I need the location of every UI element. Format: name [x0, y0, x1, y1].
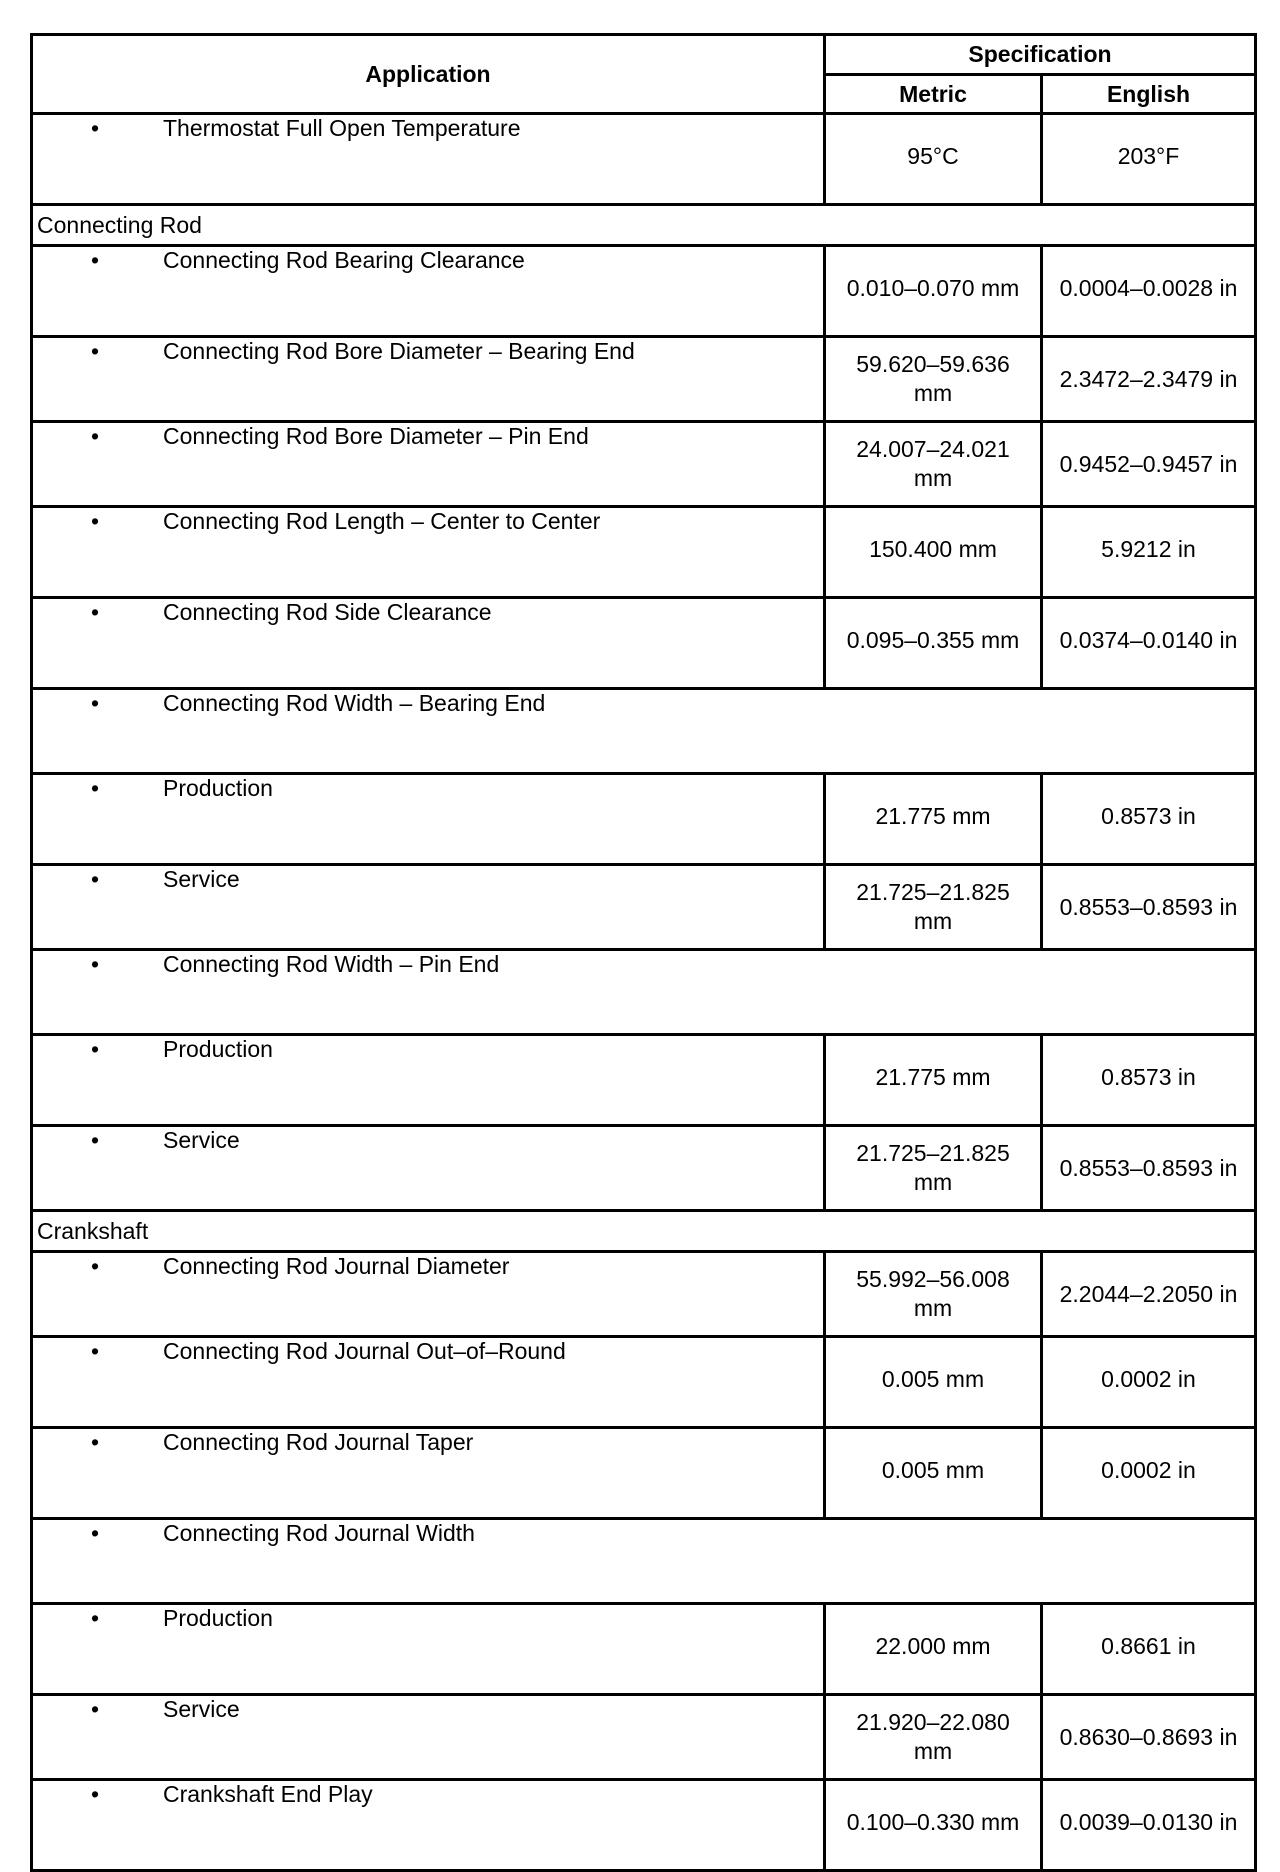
table-row	[32, 1035, 1256, 1126]
application-label: Connecting Rod Journal Out–of–Round	[163, 1338, 566, 1364]
application-label: Service	[163, 1127, 240, 1153]
bullet-icon: •	[91, 690, 100, 716]
metric-value: 0.005 mm	[825, 1337, 1042, 1428]
table-body	[32, 114, 1256, 1871]
english-value: 0.9452–0.9457 in	[1042, 422, 1256, 507]
english-value: 0.8573 in	[1042, 774, 1256, 865]
application-cell	[32, 1519, 1256, 1604]
table-row	[32, 246, 1256, 337]
bullet-icon: •	[91, 1696, 100, 1722]
application-label: Connecting Rod Side Clearance	[163, 599, 492, 625]
metric-value: 0.100–0.330 mm	[825, 1780, 1042, 1871]
application-cell	[32, 1035, 825, 1126]
application-cell	[32, 689, 1256, 774]
bullet-icon: •	[91, 775, 100, 801]
application-label: Connecting Rod Width – Bearing End	[163, 690, 546, 716]
table-row	[32, 337, 1256, 422]
table-row	[32, 1780, 1256, 1871]
metric-value: 21.920–22.080 mm	[825, 1695, 1042, 1780]
application-label: Connecting Rod Journal Diameter	[163, 1253, 510, 1279]
application-cell	[32, 246, 825, 337]
english-value: 0.0002 in	[1042, 1428, 1256, 1519]
section-title: Connecting Rod	[32, 205, 1256, 246]
group-row	[32, 1519, 1256, 1604]
application-cell	[32, 507, 825, 598]
metric-value: 22.000 mm	[825, 1604, 1042, 1695]
application-label: Production	[163, 1036, 273, 1062]
metric-value: 0.095–0.355 mm	[825, 598, 1042, 689]
section-title: Crankshaft	[32, 1211, 1256, 1252]
application-label: Connecting Rod Length – Center to Center	[163, 508, 601, 534]
table-row	[32, 1337, 1256, 1428]
bullet-icon: •	[91, 508, 100, 534]
table-row	[32, 598, 1256, 689]
bullet-icon: •	[91, 1429, 100, 1455]
english-value: 0.0002 in	[1042, 1337, 1256, 1428]
english-value: 0.8573 in	[1042, 1035, 1256, 1126]
application-label: Connecting Rod Bore Diameter – Bearing End	[163, 338, 635, 364]
application-label: Service	[163, 866, 240, 892]
bullet-icon: •	[91, 338, 100, 364]
table-row	[32, 1126, 1256, 1211]
table-row	[32, 114, 1256, 205]
metric-header: Metric	[825, 75, 1042, 114]
application-cell	[32, 598, 825, 689]
application-label: Connecting Rod Bore Diameter – Pin End	[163, 423, 589, 449]
bullet-icon: •	[91, 423, 100, 449]
application-cell	[32, 1604, 825, 1695]
metric-value: 24.007–24.021 mm	[825, 422, 1042, 507]
application-cell	[32, 337, 825, 422]
english-value: 203°F	[1042, 114, 1256, 205]
bullet-icon: •	[91, 866, 100, 892]
application-cell	[32, 114, 825, 205]
metric-value: 21.775 mm	[825, 774, 1042, 865]
table-row	[32, 507, 1256, 598]
application-label: Connecting Rod Journal Taper	[163, 1429, 474, 1455]
bullet-icon: •	[91, 599, 100, 625]
bullet-icon: •	[91, 1127, 100, 1153]
application-label: Connecting Rod Journal Width	[163, 1520, 475, 1546]
application-cell	[32, 774, 825, 865]
bullet-icon: •	[91, 247, 100, 273]
english-value: 0.0374–0.0140 in	[1042, 598, 1256, 689]
bullet-icon: •	[91, 1605, 100, 1631]
english-value: 2.3472–2.3479 in	[1042, 337, 1256, 422]
application-cell	[32, 1252, 825, 1337]
english-value: 0.8553–0.8593 in	[1042, 1126, 1256, 1211]
group-row	[32, 689, 1256, 774]
application-cell	[32, 865, 825, 950]
table-row	[32, 1252, 1256, 1337]
section-row	[32, 205, 1256, 246]
metric-value: 21.775 mm	[825, 1035, 1042, 1126]
english-value: 0.8630–0.8693 in	[1042, 1695, 1256, 1780]
application-label: Thermostat Full Open Temperature	[163, 115, 521, 141]
application-header: Application	[32, 35, 825, 114]
application-cell	[32, 422, 825, 507]
metric-value: 55.992–56.008 mm	[825, 1252, 1042, 1337]
application-cell	[32, 1337, 825, 1428]
application-cell	[32, 1126, 825, 1211]
table-row	[32, 774, 1256, 865]
metric-value: 150.400 mm	[825, 507, 1042, 598]
application-label: Connecting Rod Bearing Clearance	[163, 247, 525, 273]
metric-value: 0.010–0.070 mm	[825, 246, 1042, 337]
group-row	[32, 950, 1256, 1035]
bullet-icon: •	[91, 1520, 100, 1546]
specification-header: Specification	[825, 35, 1256, 75]
english-header: English	[1042, 75, 1256, 114]
table-row	[32, 1428, 1256, 1519]
english-value: 0.0004–0.0028 in	[1042, 246, 1256, 337]
bullet-icon: •	[91, 1781, 100, 1807]
application-label: Crankshaft End Play	[163, 1781, 373, 1807]
metric-value: 21.725–21.825 mm	[825, 865, 1042, 950]
table-row	[32, 1695, 1256, 1780]
metric-value: 0.005 mm	[825, 1428, 1042, 1519]
section-row	[32, 1211, 1256, 1252]
metric-value: 59.620–59.636 mm	[825, 337, 1042, 422]
application-label: Connecting Rod Width – Pin End	[163, 951, 500, 977]
metric-value: 95°C	[825, 114, 1042, 205]
bullet-icon: •	[91, 1253, 100, 1279]
application-label: Production	[163, 775, 273, 801]
table-row	[32, 1604, 1256, 1695]
metric-value: 21.725–21.825 mm	[825, 1126, 1042, 1211]
application-label: Service	[163, 1696, 240, 1722]
application-cell	[32, 1695, 825, 1780]
specification-table	[30, 33, 1257, 1872]
english-value: 0.8553–0.8593 in	[1042, 865, 1256, 950]
bullet-icon: •	[91, 951, 100, 977]
application-cell	[32, 1428, 825, 1519]
application-label: Production	[163, 1605, 273, 1631]
bullet-icon: •	[91, 1036, 100, 1062]
bullet-icon: •	[91, 115, 100, 141]
table-row	[32, 865, 1256, 950]
english-value: 2.2044–2.2050 in	[1042, 1252, 1256, 1337]
header-row	[32, 35, 1256, 75]
application-cell	[32, 1780, 825, 1871]
bullet-icon: •	[91, 1338, 100, 1364]
english-value: 0.8661 in	[1042, 1604, 1256, 1695]
english-value: 0.0039–0.0130 in	[1042, 1780, 1256, 1871]
application-cell	[32, 950, 1256, 1035]
english-value: 5.9212 in	[1042, 507, 1256, 598]
table-row	[32, 422, 1256, 507]
